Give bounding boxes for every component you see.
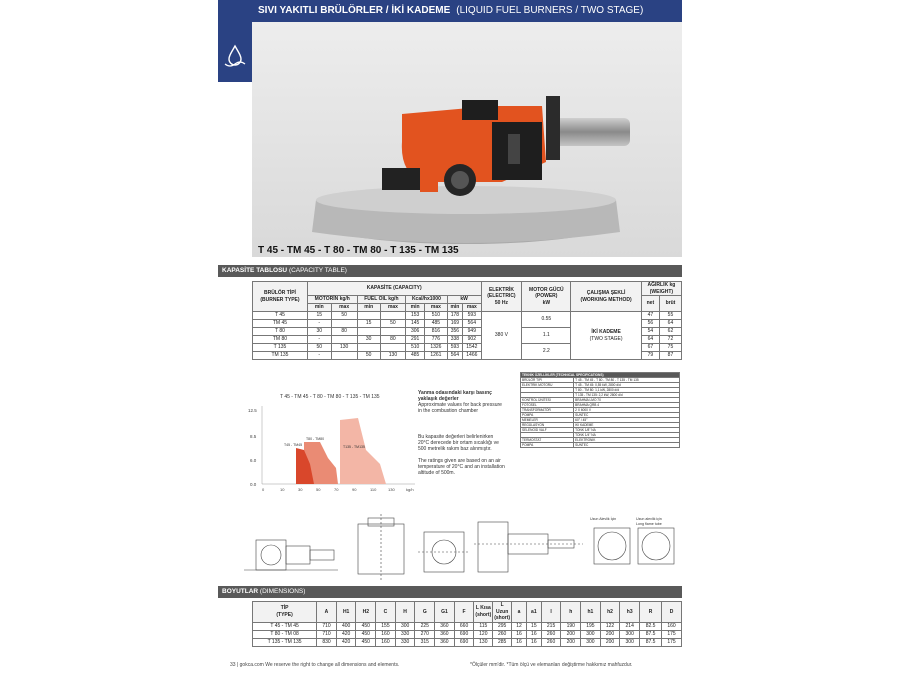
- voltage-cell: 380 V: [481, 312, 522, 360]
- th-dim: C: [376, 602, 396, 623]
- x-unit-label: kg/h: [406, 487, 414, 492]
- back-pressure-chart: [240, 390, 430, 500]
- model-list-title: T 45 - TM 45 - T 80 - TM 80 - T 135 - TM 135: [258, 245, 459, 256]
- capacity-section-bar: [218, 265, 682, 277]
- table-row: TM 80 - 30 80 291 776 338 902 64 72: [253, 336, 682, 344]
- x-tick-label: 30: [298, 487, 303, 492]
- table-row: SELENOİD VALF TONK 1/8" NA: [521, 428, 680, 433]
- th-dim: L Uzun (short): [494, 602, 511, 621]
- th-max: max: [380, 304, 405, 312]
- th-max: max: [463, 304, 481, 312]
- product-photo: [252, 22, 682, 257]
- table-row: T 80 30 80 306 816 356 949 1.1 54 62: [253, 328, 682, 336]
- th-work: ÇALIŞMA ŞEKLİ (WORKING METHOD): [571, 282, 641, 312]
- x-tick-label: 90: [352, 487, 357, 492]
- capacity-section-sub: (CAPACITY TABLE): [288, 267, 347, 274]
- th-min: min: [447, 304, 462, 312]
- th-motor: MOTOR GÜCÜ (POWER) kW: [522, 282, 571, 312]
- th-kcal: Kcal/hx1000: [406, 296, 448, 304]
- th-net: net: [641, 296, 659, 312]
- x-tick-label: 130: [388, 487, 395, 492]
- table-row: T 135 50 130 510 1326 593 1542 2.2 67 75: [253, 344, 682, 352]
- power-cell: 1.1: [522, 328, 571, 344]
- dimensions-section-bar: [218, 586, 682, 598]
- th-tip: TİP (TYPE): [253, 602, 317, 623]
- table-row: POMPA SUNTEC: [521, 443, 680, 448]
- dimensions-section-title: BOYUTLAR: [222, 588, 259, 595]
- rating-note: Bu kapasite değerleri belirlenirken 20°C derecede bir ortam sıcaklığı ve 500 metrelik rakım baz alınmıştır. The ratings given are based on an air temperature of 20°C and an installation altitude of 500m.: [418, 434, 505, 476]
- th-dim: F: [454, 602, 474, 623]
- t135-area: [340, 418, 386, 484]
- th-min: min: [406, 304, 425, 312]
- table-row: T 45 - TM 45 710 400 450 155 300 225 360 660 115 295 12 15 215 190 195 122 214 82.5 160: [253, 622, 682, 630]
- table-row: TERMOSTAT ELEKTRONİK: [521, 438, 680, 443]
- technical-specs-table: [520, 372, 680, 448]
- th-fueloil: FUEL OIL kg/h: [357, 296, 406, 304]
- power-cell: 2.2: [522, 344, 571, 360]
- th-dim: A: [317, 602, 337, 623]
- y-tick-label: 0.0: [250, 482, 257, 487]
- drawing-label: Uzun alevlik için: [636, 517, 662, 521]
- table-row: T 80 - TM 80: 1,1 kW, 2800 d/d: [521, 388, 680, 393]
- th-capacity: KAPASİTE (CAPACITY): [307, 282, 481, 296]
- dimensions-table: [252, 601, 682, 647]
- table-row: KONTROL ÜNİTESİ BRAHMA LMO 70: [521, 398, 680, 403]
- power-cell: 0.55: [522, 312, 571, 328]
- th-dim: G: [415, 602, 435, 623]
- table-row: REGÜLASYON İKİ KADEME: [521, 423, 680, 428]
- x-tick-label: 110: [370, 487, 377, 492]
- footer-left: 33 | gokca.com We reserve the right to change all dimensions and elements.: [230, 662, 400, 668]
- th-dim: l: [541, 602, 561, 623]
- th-dim: D: [662, 602, 682, 623]
- th-dim: H: [395, 602, 415, 623]
- th-max: max: [331, 304, 357, 312]
- table-row: FOTOSEL BRAHMA QRB 4: [521, 403, 680, 408]
- th-electric: ELEKTRİK (ELECTRIC) 50 Hz: [481, 282, 522, 312]
- t135-label: T135 - TM135: [343, 445, 365, 449]
- th-motorin: MOTORİN kg/h: [307, 296, 357, 304]
- x-tick-label: 10: [280, 487, 285, 492]
- table-row: POMPA SUNTEC: [521, 413, 680, 418]
- y-tick-label: 8.5: [250, 434, 257, 439]
- y-tick-label: 6.0: [250, 458, 257, 463]
- table-row: TONK 1/4" NA: [521, 433, 680, 438]
- t45-label: T45 - TM45: [284, 443, 303, 447]
- table-row: TM 45 - 15 50 145 485 169 564 56 64: [253, 320, 682, 328]
- table-row: TRANSFORMATÖR 2 X 6000 V: [521, 408, 680, 413]
- table-row: T 45 15 50 153 510 178 593 380 V 0.55 İKİ KADEME (TWO STAGE) 47 55: [253, 312, 682, 320]
- y-tick-label: 12.5: [248, 408, 257, 413]
- table-row: ELEKTRİK MOTORU T 45 - TM 45: 0,55 kW, 2800 d/d: [521, 383, 680, 388]
- th-min: min: [307, 304, 331, 312]
- th-kw: kW: [447, 296, 481, 304]
- footer-right: *Ölçüler mm'dir. *Tüm ölçü ve elemanları değiştirme hakkımız mahfuzdur.: [470, 662, 633, 668]
- drawing-label: Long flame tube: [636, 522, 662, 526]
- flame-tab: [218, 22, 252, 82]
- capacity-section-title: KAPASİTE TABLOSU: [222, 267, 288, 274]
- th-dim: a1: [526, 602, 541, 623]
- th-dim: h1: [581, 602, 601, 623]
- th-dim: a: [512, 602, 527, 623]
- flame-drop-icon: [218, 22, 252, 82]
- th-gross: brüt: [659, 296, 681, 312]
- burner-illustration: [252, 22, 682, 257]
- th-weight: AĞIRLIK kg (WEIGHT): [641, 282, 681, 296]
- th-dim: R: [640, 602, 662, 623]
- chart-title: T 45 - TM 45 - T 80 - TM 80 - T 135 - TM 135: [280, 394, 380, 400]
- table-row: MEMELER 60° / 45°: [521, 418, 680, 423]
- th-type: BRÜLÖR TİPİ (BURNER TYPE): [253, 282, 308, 312]
- x-tick-label: 0: [262, 487, 265, 492]
- stage-cell: İKİ KADEME (TWO STAGE): [571, 312, 641, 360]
- header-subtitle: (LIQUID FUEL BURNERS / TWO STAGE): [456, 5, 644, 16]
- table-row: TM 135 - 50 130 485 1261 564 1466 79 87: [253, 352, 682, 360]
- th-dim: H2: [356, 602, 376, 623]
- pressure-note: Yanma odasındaki karşı basınç yaklaşık değerler Approximate values for back pressure in the combustion chamber: [418, 390, 502, 414]
- tech-title: TEKNİK ÖZELLİKLER (TECHNICAL SPECIFICATIONS): [521, 373, 680, 378]
- drawing-label: Uzun Alevlik İçin: [590, 517, 617, 521]
- th-dim: h: [561, 602, 581, 623]
- technical-drawings: [238, 512, 682, 584]
- th-dim: H1: [336, 602, 356, 623]
- th-max: max: [425, 304, 448, 312]
- table-row: T 80 - TM 08 710 420 450 160 330 270 360 690 120 260 16 16 260 200 300 200 300 87.5 175: [253, 630, 682, 638]
- th-min: min: [357, 304, 380, 312]
- page-header: [218, 0, 682, 22]
- x-tick-label: 70: [334, 487, 339, 492]
- th-dim: h3: [620, 602, 640, 623]
- th-dim: L Kısa (short): [474, 602, 493, 623]
- t80-label: T80 - TM80: [306, 437, 325, 441]
- th-dim: G1: [435, 602, 455, 623]
- th-dim: h2: [600, 602, 620, 623]
- capacity-table: [252, 281, 682, 360]
- table-row: BRÜLÖR TİPİ T 45 - TM 45 - T 80 - TM 80 - T 135 - TM 135: [521, 378, 680, 383]
- x-tick-label: 50: [316, 487, 321, 492]
- catalog-page: [218, 0, 682, 675]
- header-title: SIVI YAKITLI BRÜLÖRLER / İKİ KADEME: [258, 5, 451, 16]
- dimensions-section-sub: (DIMENSIONS): [259, 588, 306, 595]
- table-row: T 135 - TM 135 830 420 450 160 330 315 360 690 130 285 16 16 260 200 300 200 300 87.5 175: [253, 638, 682, 646]
- table-row: T 135 - TM 135: 2,2 kW, 2800 d/d: [521, 393, 680, 398]
